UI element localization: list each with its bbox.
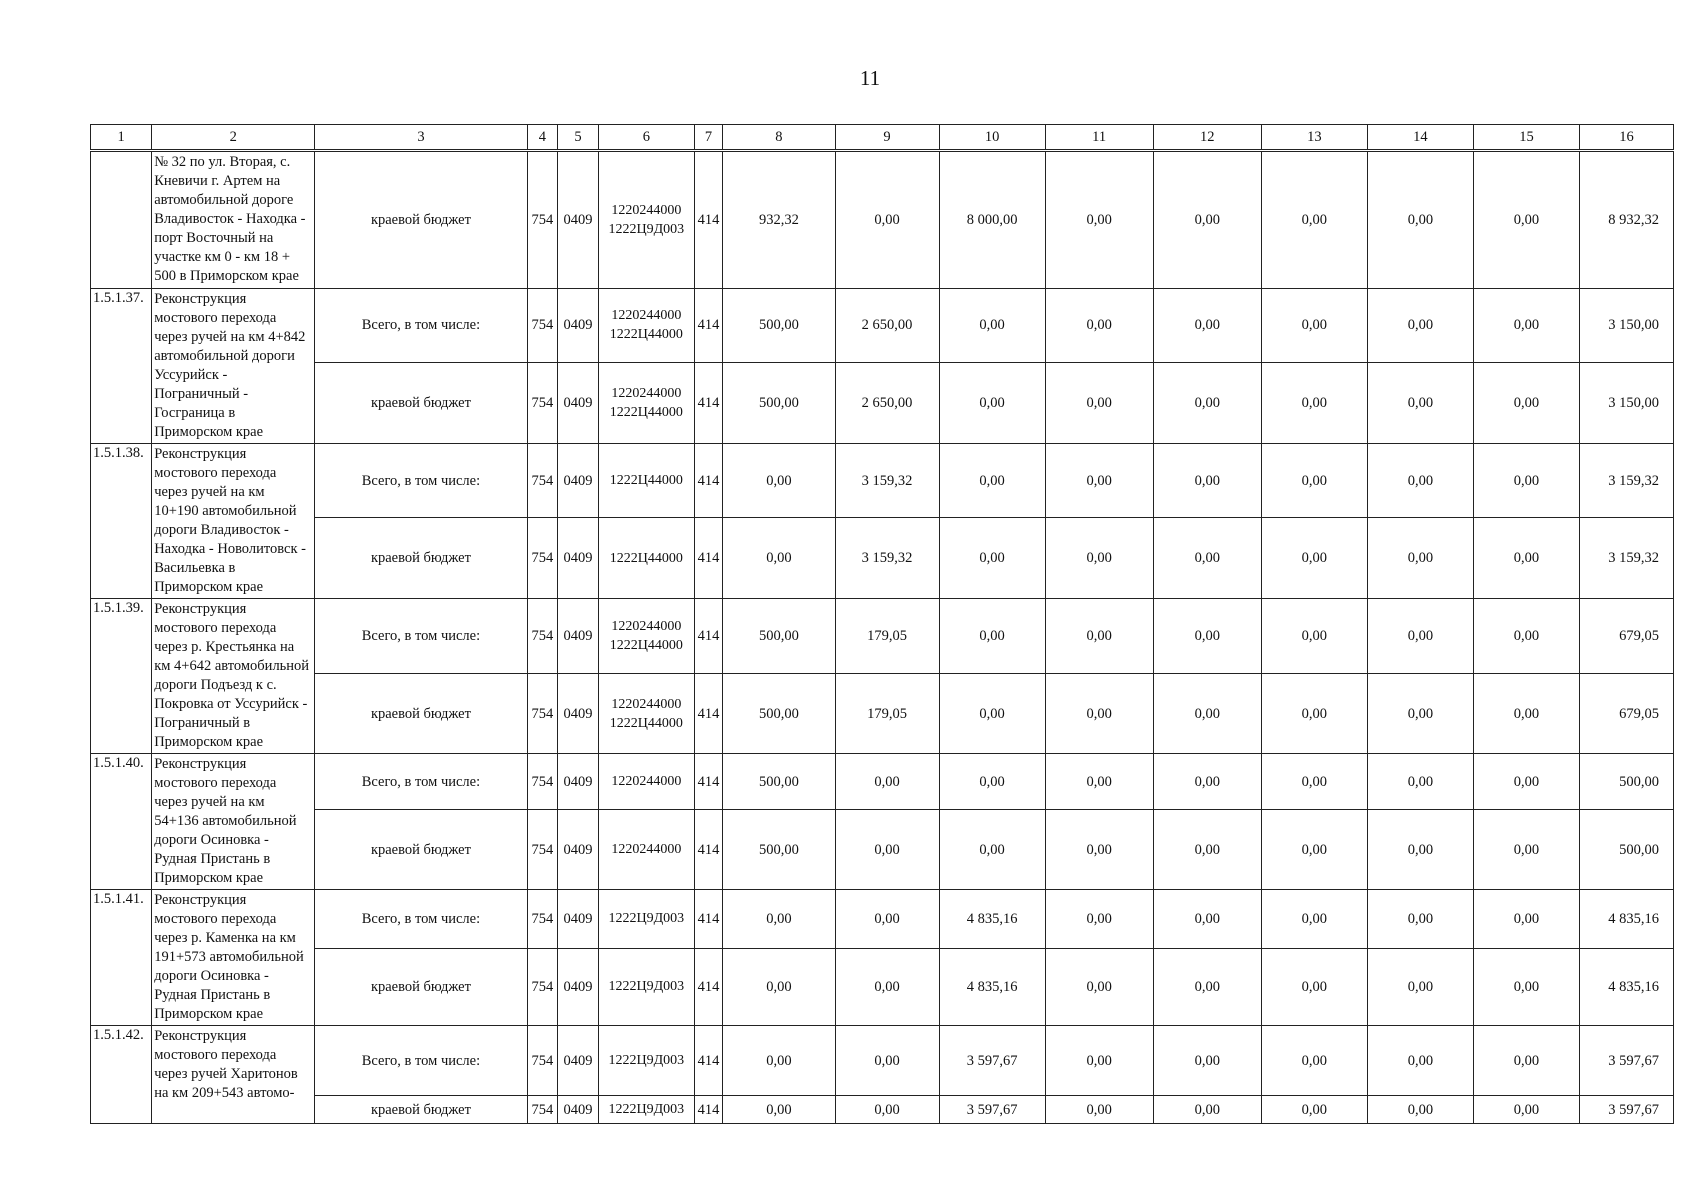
target-article-code [598,948,694,1025]
expense-type-code: 414 [694,444,723,518]
target-article-code [598,810,694,890]
year-value: 0,00 [1367,444,1473,518]
item-name: Реконструкция мостового перехода через ручей на км 54+136 автомобильной дороги Осиновка - Рудная Пристань в Приморском крае [152,754,315,890]
section-code: 0409 [558,754,599,810]
column-header: 14 [1367,125,1473,151]
funding-source: краевой бюджет [315,810,527,890]
funding-source: Всего, в том числе: [315,444,527,518]
year-value: 4 835,16 [939,890,1045,949]
year-value: 0,00 [835,948,939,1025]
total-value: 679,05 [1580,674,1674,754]
year-value: 0,00 [1153,948,1261,1025]
target-article-code-line: 1222Ц9Д003 [608,911,685,927]
column-header: 4 [527,125,558,151]
column-header: 6 [598,125,694,151]
year-value: 0,00 [1045,599,1153,674]
total-value: 4 835,16 [1580,948,1674,1025]
total-value: 3 159,32 [1580,444,1674,518]
ministry-code: 754 [527,599,558,674]
target-article-code-line: 1220244000 [611,696,682,712]
total-value: 4 835,16 [1580,890,1674,949]
table-row [91,810,1674,890]
target-article-code [598,1096,694,1124]
funding-source: краевой бюджет [315,362,527,443]
year-value: 0,00 [723,948,835,1025]
year-value: 0,00 [1367,289,1473,363]
year-value: 0,00 [1153,289,1261,363]
target-article-code [598,362,694,443]
section-code: 0409 [558,1096,599,1124]
ministry-code: 754 [527,810,558,890]
year-value: 0,00 [1045,1026,1153,1096]
year-value: 4 835,16 [939,948,1045,1025]
year-value: 0,00 [1045,518,1153,599]
total-value: 500,00 [1580,810,1674,890]
ministry-code: 754 [527,289,558,363]
total-value: 3 159,32 [1580,518,1674,599]
table-row [91,444,1674,518]
expense-type-code: 414 [694,289,723,363]
year-value: 500,00 [723,599,835,674]
item-name: № 32 по ул. Вторая, с. Кневичи г. Артем на автомобильной дороге Владивосток - Находка - порт Восточный на участке км 0 - км 18 + 500 в Приморском крае [152,151,315,289]
target-article-code-line: 1220244000 [611,308,682,324]
target-article-code-line: 1222Ц44000 [609,550,683,566]
table-row [91,599,1674,674]
year-value: 179,05 [835,599,939,674]
target-article-code [598,1026,694,1096]
total-value: 8 932,32 [1580,151,1674,289]
year-value: 0,00 [1261,444,1367,518]
expense-type-code: 414 [694,674,723,754]
item-name: Реконструкция мостового перехода через ручей на км 4+842 автомобильной дороги Уссурийск - Пограничный - Госграница в Приморском крае [152,289,315,444]
year-value: 0,00 [1153,890,1261,949]
year-value: 0,00 [1473,289,1579,363]
year-value: 0,00 [939,362,1045,443]
year-value: 0,00 [1473,599,1579,674]
year-value: 0,00 [1261,289,1367,363]
year-value: 8 000,00 [939,151,1045,289]
year-value: 0,00 [835,890,939,949]
ministry-code: 754 [527,754,558,810]
year-value: 0,00 [1473,151,1579,289]
column-header: 8 [723,125,835,151]
year-value: 0,00 [1153,674,1261,754]
target-article-code [598,754,694,810]
year-value: 0,00 [1367,890,1473,949]
year-value: 0,00 [1261,1096,1367,1124]
funding-source: Всего, в том числе: [315,890,527,949]
target-article-code-line: 1222Ц44000 [609,715,683,731]
year-value: 0,00 [1473,810,1579,890]
year-value: 0,00 [1261,151,1367,289]
table-row [91,518,1674,599]
ministry-code: 754 [527,1096,558,1124]
column-header: 9 [835,125,939,151]
year-value: 0,00 [1153,444,1261,518]
expense-type-code: 414 [694,948,723,1025]
year-value: 0,00 [1367,151,1473,289]
column-header: 12 [1153,125,1261,151]
year-value: 0,00 [939,810,1045,890]
item-name: Реконструкция мостового перехода через ручей Харитонов на км 209+543 автомо- [152,1026,315,1124]
column-header: 16 [1580,125,1674,151]
item-number [91,151,152,289]
total-value: 679,05 [1580,599,1674,674]
target-article-code-line: 1222Ц44000 [609,404,683,420]
section-code: 0409 [558,518,599,599]
table-row [91,674,1674,754]
year-value: 0,00 [835,754,939,810]
year-value: 0,00 [1045,890,1153,949]
year-value: 0,00 [1261,754,1367,810]
year-value: 3 597,67 [939,1096,1045,1124]
year-value: 0,00 [723,1026,835,1096]
year-value: 0,00 [835,1026,939,1096]
funding-source: краевой бюджет [315,948,527,1025]
year-value: 0,00 [1045,1096,1153,1124]
year-value: 0,00 [939,674,1045,754]
year-value: 0,00 [1045,754,1153,810]
year-value: 0,00 [1153,362,1261,443]
year-value: 0,00 [1367,1096,1473,1124]
section-code: 0409 [558,1026,599,1096]
item-number: 1.5.1.37. [91,289,152,444]
funding-source: краевой бюджет [315,1096,527,1124]
section-code: 0409 [558,810,599,890]
year-value: 3 597,67 [939,1026,1045,1096]
year-value: 0,00 [1261,518,1367,599]
funding-source: Всего, в том числе: [315,1026,527,1096]
year-value: 0,00 [1367,754,1473,810]
funding-source: Всего, в том числе: [315,754,527,810]
target-article-code-line: 1222Ц9Д003 [608,1053,685,1068]
year-value: 3 159,32 [835,518,939,599]
year-value: 0,00 [1045,810,1153,890]
ministry-code: 754 [527,444,558,518]
year-value: 0,00 [1261,362,1367,443]
column-header: 1 [91,125,152,151]
table-row [91,890,1674,949]
year-value: 0,00 [1473,1096,1579,1124]
item-name: Реконструкция мостового перехода через ручей на км 10+190 автомобильной дороги Владивосток - Находка - Новолитовск - Васильевка в Приморском крае [152,444,315,599]
ministry-code: 754 [527,890,558,949]
column-header: 5 [558,125,599,151]
year-value: 0,00 [1367,599,1473,674]
column-header: 15 [1473,125,1579,151]
funding-source: Всего, в том числе: [315,599,527,674]
year-value: 0,00 [1045,444,1153,518]
year-value: 0,00 [1045,948,1153,1025]
year-value: 0,00 [723,444,835,518]
column-header: 13 [1261,125,1367,151]
year-value: 0,00 [1153,754,1261,810]
expense-type-code: 414 [694,810,723,890]
funding-source: краевой бюджет [315,674,527,754]
total-value: 3 597,67 [1580,1096,1674,1124]
year-value: 932,32 [723,151,835,289]
year-value: 0,00 [835,151,939,289]
item-number: 1.5.1.38. [91,444,152,599]
section-code: 0409 [558,362,599,443]
target-article-code-line: 1222Ц9Д003 [608,222,685,237]
ministry-code: 754 [527,151,558,289]
year-value: 500,00 [723,674,835,754]
expense-type-code: 414 [694,1096,723,1124]
year-value: 0,00 [1153,1026,1261,1096]
year-value: 0,00 [939,754,1045,810]
year-value: 179,05 [835,674,939,754]
year-value: 0,00 [1261,890,1367,949]
target-article-code-line: 1222Ц44000 [609,473,683,489]
target-article-code-line: 1222Ц44000 [609,638,683,654]
year-value: 0,00 [1367,362,1473,443]
year-value: 0,00 [1473,948,1579,1025]
section-code: 0409 [558,151,599,289]
total-value: 3 150,00 [1580,289,1674,363]
target-article-code-line: 1222Ц9Д003 [608,1102,685,1117]
year-value: 2 650,00 [835,289,939,363]
item-number: 1.5.1.42. [91,1026,152,1124]
ministry-code: 754 [527,1026,558,1096]
expense-type-code: 414 [694,151,723,289]
year-value: 0,00 [1473,674,1579,754]
expense-type-code: 414 [694,1026,723,1096]
table-row [91,362,1674,443]
year-value: 0,00 [1261,810,1367,890]
year-value: 0,00 [723,890,835,949]
year-value: 500,00 [723,754,835,810]
year-value: 0,00 [1153,151,1261,289]
expense-type-code: 414 [694,518,723,599]
year-value: 0,00 [1367,948,1473,1025]
year-value: 0,00 [835,1096,939,1124]
year-value: 2 650,00 [835,362,939,443]
expense-type-code: 414 [694,754,723,810]
year-value: 0,00 [1367,810,1473,890]
target-article-code [598,890,694,949]
year-value: 0,00 [1261,599,1367,674]
item-name: Реконструкция мостового перехода через р. Крестьянка на км 4+642 автомобильной дороги Подъезд к с. Покровка от Уссурийск - Пограничный в Приморском крае [152,599,315,754]
section-code: 0409 [558,890,599,949]
ministry-code: 754 [527,362,558,443]
target-article-code-line: 1220244000 [611,203,682,218]
year-value: 0,00 [1045,674,1153,754]
year-value: 0,00 [723,1096,835,1124]
year-value: 0,00 [1153,518,1261,599]
ministry-code: 754 [527,518,558,599]
year-value: 0,00 [1473,1026,1579,1096]
target-article-code [598,599,694,674]
total-value: 500,00 [1580,754,1674,810]
target-article-code-line: 1220244000 [611,385,682,401]
year-value: 500,00 [723,362,835,443]
year-value: 0,00 [1473,444,1579,518]
year-value: 0,00 [1045,151,1153,289]
table-row [91,289,1674,363]
year-value: 0,00 [939,289,1045,363]
column-header: 11 [1045,125,1153,151]
column-header: 3 [315,125,527,151]
year-value: 3 159,32 [835,444,939,518]
year-value: 0,00 [1473,362,1579,443]
column-header: 7 [694,125,723,151]
total-value: 3 597,67 [1580,1026,1674,1096]
header-row [91,125,1674,151]
year-value: 0,00 [1153,1096,1261,1124]
table-row [91,754,1674,810]
year-value: 0,00 [1045,289,1153,363]
target-article-code-line: 1222Ц44000 [609,327,683,343]
year-value: 0,00 [1473,518,1579,599]
year-value: 500,00 [723,810,835,890]
year-value: 0,00 [1367,518,1473,599]
year-value: 0,00 [835,810,939,890]
year-value: 0,00 [939,518,1045,599]
page-number: 11 [859,66,881,90]
column-header: 2 [152,125,315,151]
ministry-code: 754 [527,948,558,1025]
item-number: 1.5.1.39. [91,599,152,754]
target-article-code [598,444,694,518]
year-value: 0,00 [939,444,1045,518]
year-value: 0,00 [1045,362,1153,443]
item-number: 1.5.1.40. [91,754,152,890]
table-row [91,948,1674,1025]
year-value: 0,00 [1261,1026,1367,1096]
year-value: 500,00 [723,289,835,363]
section-code: 0409 [558,599,599,674]
expense-type-code: 414 [694,599,723,674]
section-code: 0409 [558,444,599,518]
year-value: 0,00 [1473,754,1579,810]
ministry-code: 754 [527,674,558,754]
year-value: 0,00 [1261,674,1367,754]
year-value: 0,00 [1153,810,1261,890]
table-row [91,1026,1674,1096]
target-article-code-line: 1222Ц9Д003 [608,979,685,995]
target-article-code [598,518,694,599]
column-header: 10 [939,125,1045,151]
section-code: 0409 [558,674,599,754]
target-article-code [598,674,694,754]
year-value: 0,00 [1261,948,1367,1025]
funding-source: краевой бюджет [315,518,527,599]
funding-source: краевой бюджет [315,151,527,289]
expense-type-code: 414 [694,890,723,949]
budget-table [90,124,1674,1124]
target-article-code [598,289,694,363]
target-article-code [598,151,694,289]
year-value: 0,00 [939,599,1045,674]
expense-type-code: 414 [694,362,723,443]
table-row [91,1096,1674,1124]
target-article-code-line: 1220244000 [611,619,682,635]
section-code: 0409 [558,289,599,363]
year-value: 0,00 [1473,890,1579,949]
item-name: Реконструкция мостового перехода через р. Каменка на км 191+573 автомобильной дороги Осиновка - Рудная Пристань в Приморском крае [152,890,315,1026]
section-code: 0409 [558,948,599,1025]
year-value: 0,00 [1367,674,1473,754]
target-article-code-line: 1220244000 [611,842,682,858]
year-value: 0,00 [723,518,835,599]
table-row [91,151,1674,289]
year-value: 0,00 [1367,1026,1473,1096]
item-number: 1.5.1.41. [91,890,152,1026]
funding-source: Всего, в том числе: [315,289,527,363]
total-value: 3 150,00 [1580,362,1674,443]
target-article-code-line: 1220244000 [611,774,682,790]
year-value: 0,00 [1153,599,1261,674]
